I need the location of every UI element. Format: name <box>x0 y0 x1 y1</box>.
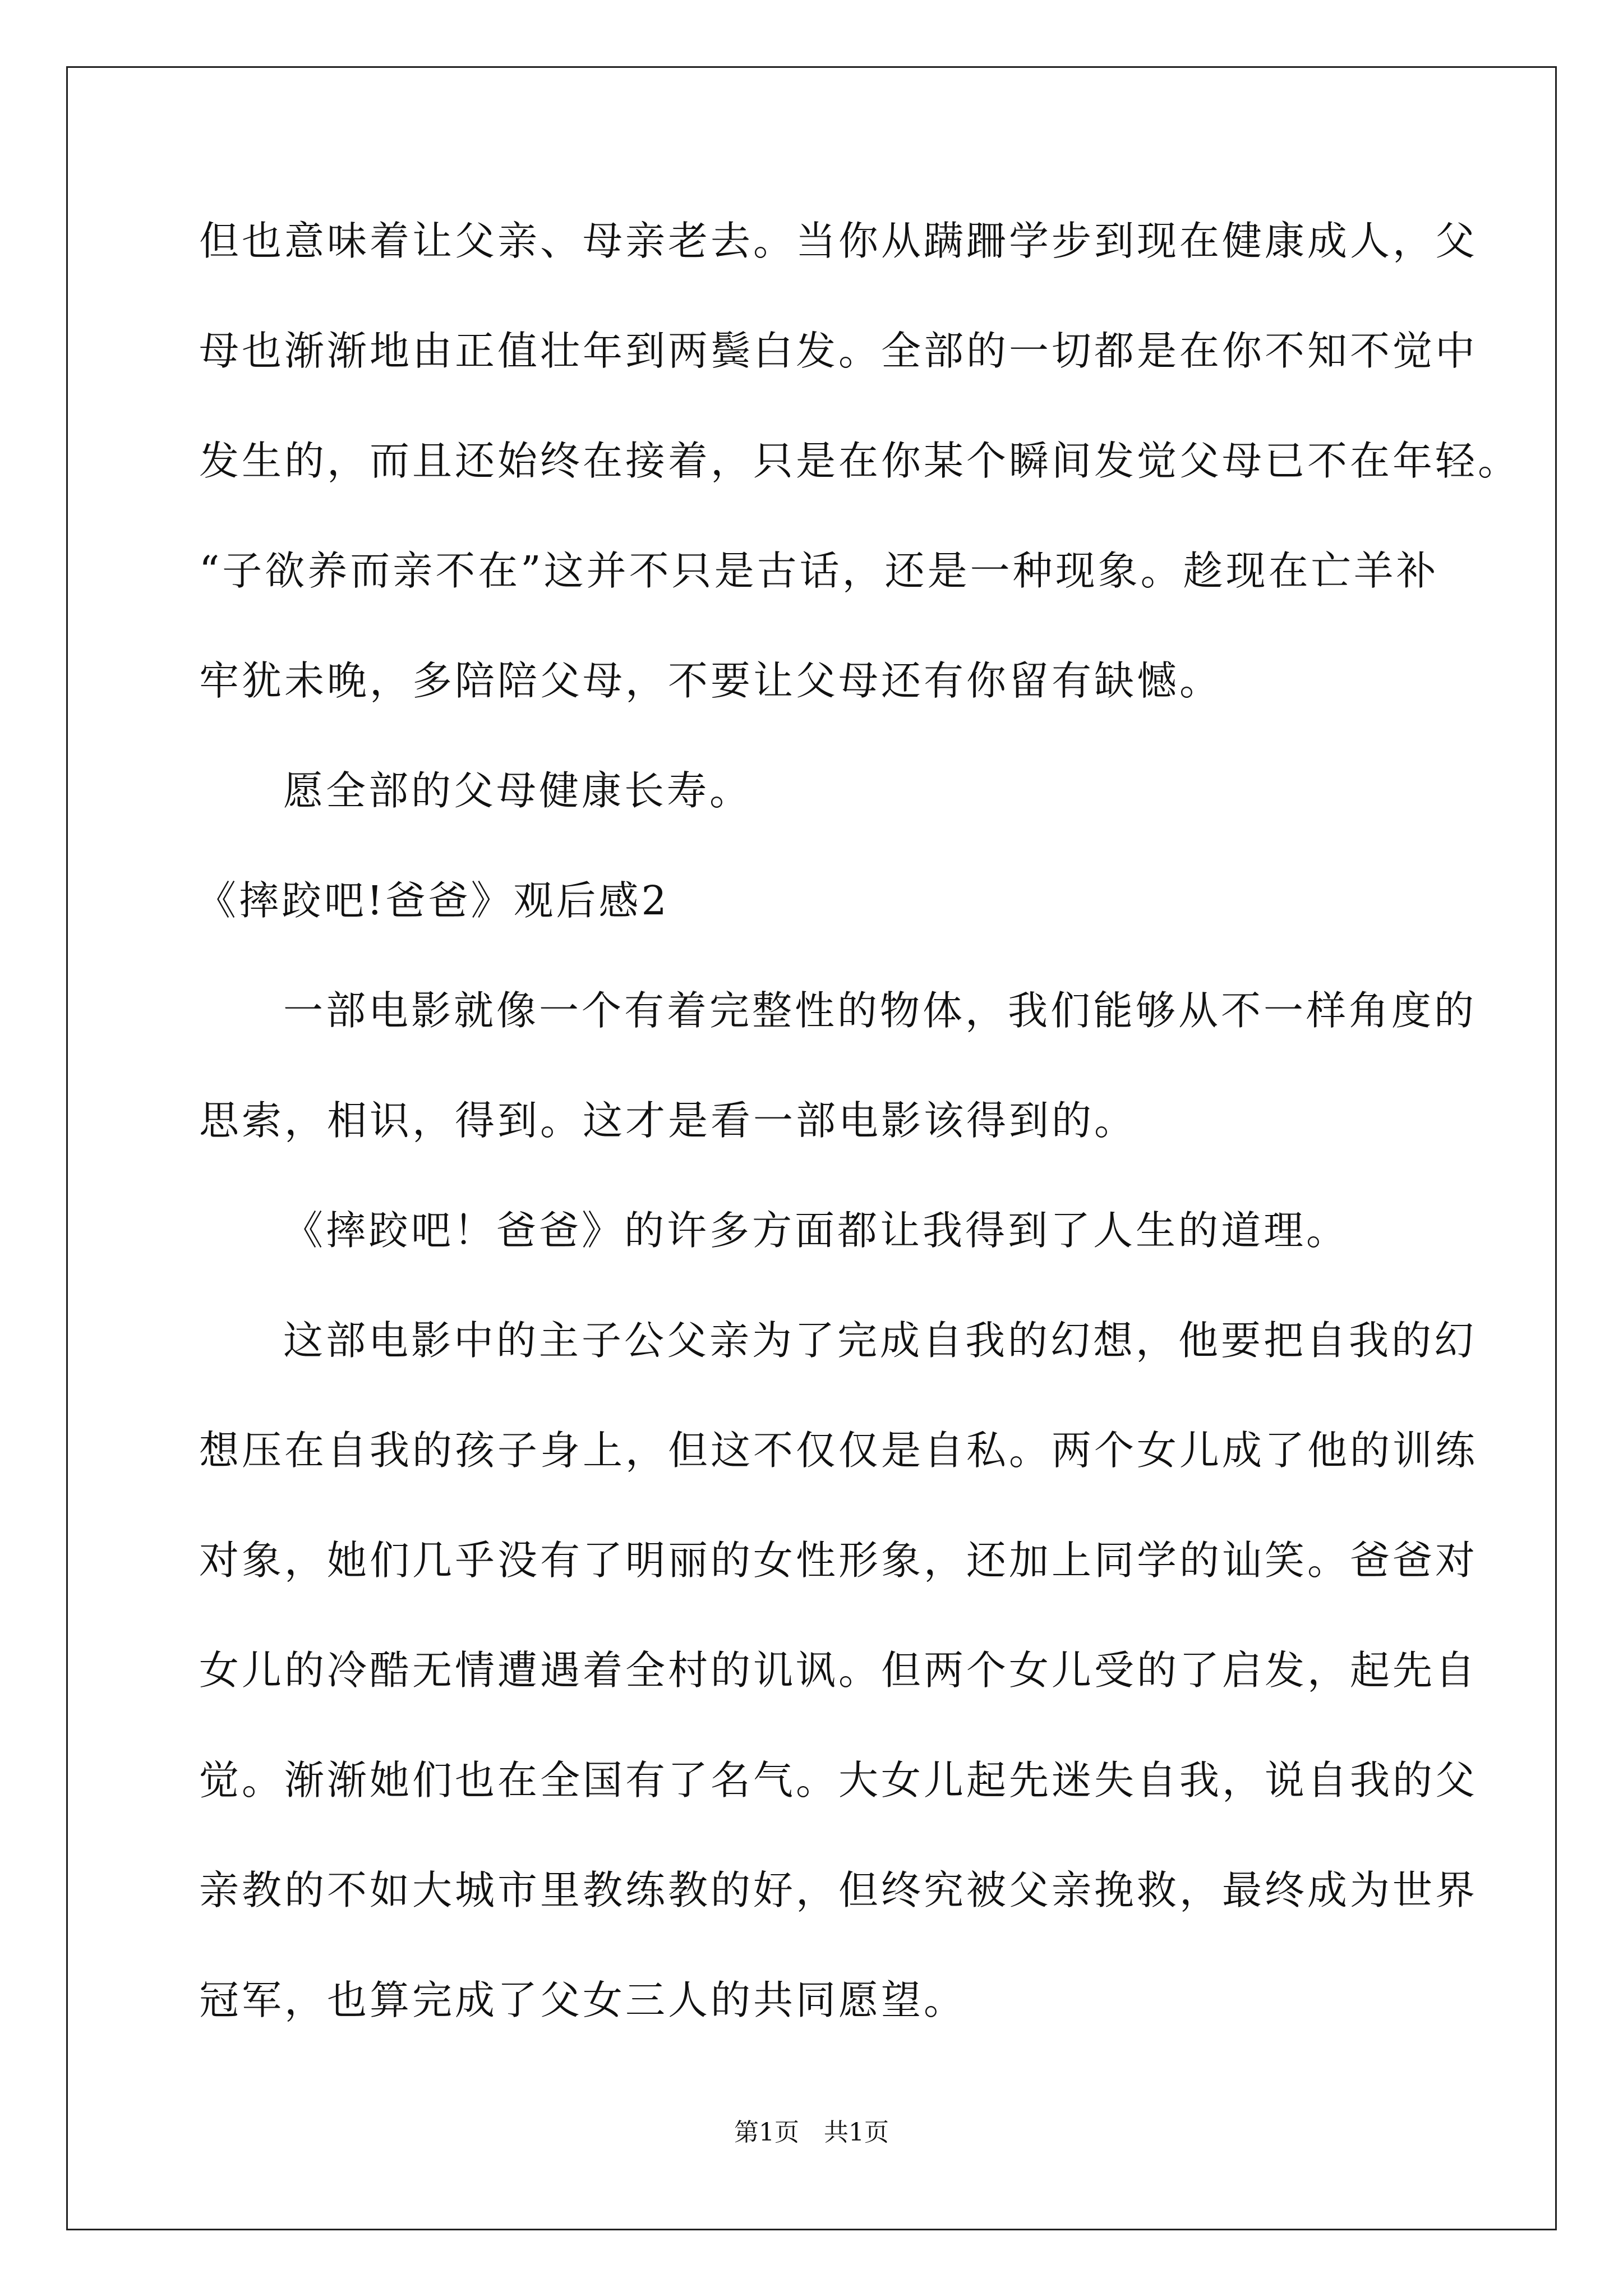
page-number-footer: 第1页 共1页 <box>734 2118 889 2147</box>
text-line: 冠军，也算完成了父女三人的共同愿望。 <box>199 1977 967 2023</box>
paragraph-line: 《摔跤吧！爸爸》的许多方面都让我得到了人生的道理。 <box>283 1207 1349 1254</box>
text-line: “子欲养而亲不在”这并不只是古话，还是一种现象。趁现在亡羊补 <box>199 547 1439 594</box>
text-line: 觉。渐渐她们也在全国有了名气。大女儿起先迷失自我，说自我的父 <box>199 1757 1478 1803</box>
text-line: 但也意味着让父亲、母亲老去。当你从蹒跚学步到现在健康成人，父 <box>199 218 1478 264</box>
section-title: 《摔跤吧!爸爸》观后感2 <box>196 877 670 924</box>
paragraph-line: 这部电影中的主子公父亲为了完成自我的幻想，他要把自我的幻 <box>283 1317 1477 1364</box>
paragraph-line: 一部电影就像一个有着完整性的物体，我们能够从不一样角度的 <box>283 987 1477 1034</box>
text-line: 想压在自我的孩子身上，但这不仅仅是自私。两个女儿成了他的训练 <box>199 1427 1478 1474</box>
text-line: 对象，她们几乎没有了明丽的女性形象，还加上同学的讪笑。爸爸对 <box>199 1537 1478 1584</box>
text-line: 发生的，而且还始终在接着，只是在你某个瞬间发觉父母已不在年轻。 <box>199 438 1521 484</box>
text-line: 亲教的不如大城市里教练教的好，但终究被父亲挽救，最终成为世界 <box>199 1867 1478 1913</box>
text-line: 牢犹未晚，多陪陪父母，不要让父母还有你留有缺憾。 <box>199 657 1223 704</box>
paragraph-line: 愿全部的父母健康长寿。 <box>283 767 753 814</box>
text-line: 思索，相识，得到。这才是看一部电影该得到的。 <box>199 1097 1137 1144</box>
text-line: 女儿的冷酷无情遭遇着全村的讥讽。但两个女儿受的了启发，起先自 <box>199 1647 1478 1694</box>
text-line: 母也渐渐地由正值壮年到两鬓白发。全部的一切都是在你不知不觉中 <box>199 328 1478 374</box>
